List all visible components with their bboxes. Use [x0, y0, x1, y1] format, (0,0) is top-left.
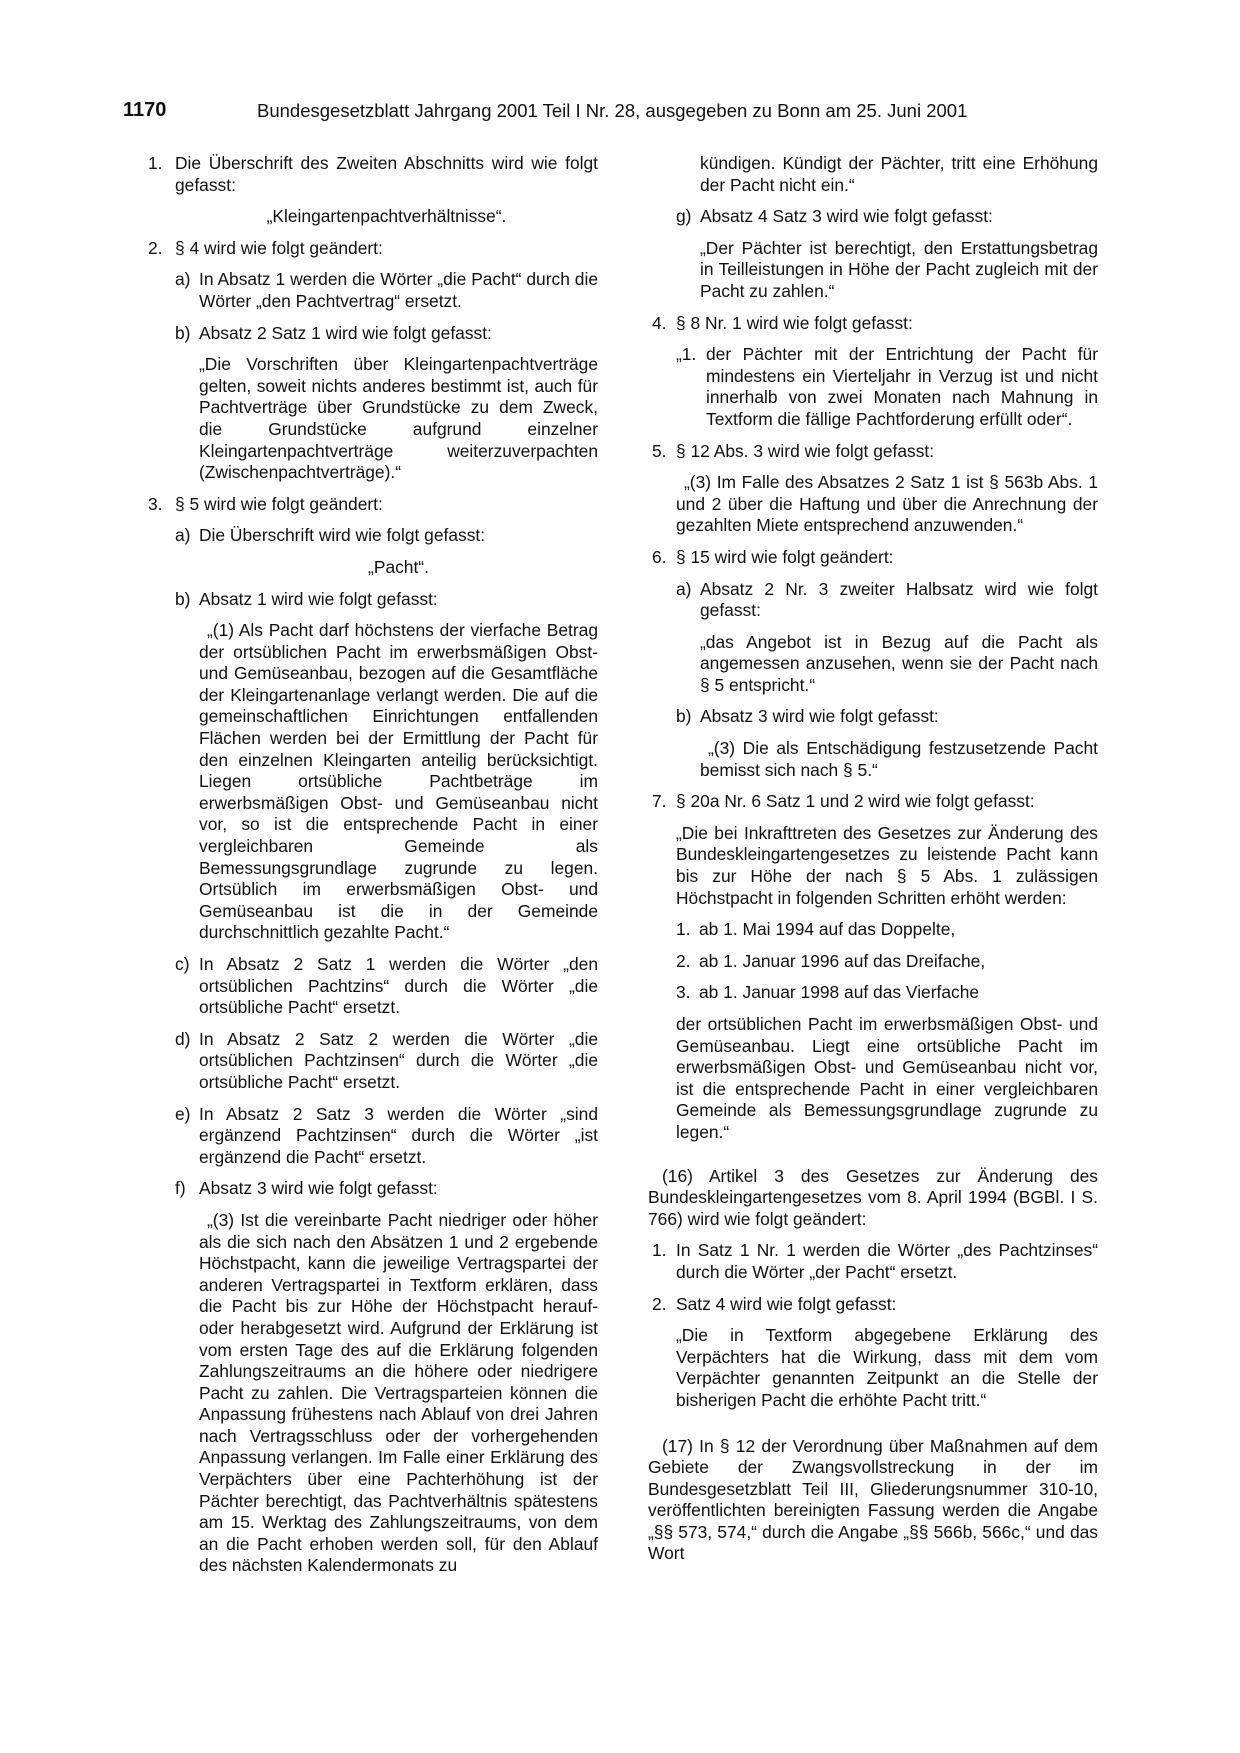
item-label: 5. — [652, 440, 667, 461]
item-text: In Satz 1 Nr. 1 werden die Wörter „des Pachtzinses“ durch die Wörter „der Pacht“ ersetzt. — [676, 1240, 1098, 1282]
item-label: 4. — [652, 312, 667, 333]
item-label: a) — [175, 525, 191, 546]
list-item-2b — [148, 323, 598, 345]
list-item-3 — [148, 494, 598, 516]
running-header — [123, 99, 1120, 123]
item-text: In Absatz 2 Satz 1 werden die Wörter „den ortsüblichen Pachtzins“ durch die Wörter „die ortsübliche Pacht“ ersetzt. — [199, 954, 598, 1018]
item-text: Absatz 2 Satz 1 wird wie folgt gefasst: — [199, 322, 492, 343]
item-text: § 4 wird wie folgt geändert: — [175, 237, 383, 258]
page-number: 1170 — [123, 99, 167, 121]
list-item-3d — [148, 1029, 598, 1094]
item-label: b) — [175, 588, 191, 609]
list-item-3e — [148, 1104, 598, 1169]
list-item-3a — [148, 525, 598, 547]
item-label: e) — [175, 1103, 191, 1124]
quoted-text: „das Angebot ist in Bezug auf die Pacht als angemessen anzusehen, wenn sie der Pacht nach § 5 entspricht.“ — [700, 631, 1098, 695]
list-item-6 — [648, 547, 1098, 569]
item-label: b) — [175, 322, 191, 343]
item-label: c) — [175, 954, 190, 974]
list-item-6a — [648, 579, 1098, 622]
article-paragraph-17: (17) In § 12 der Verordnung über Maßnahmen auf dem Gebiete der Zwangsvollstreckung in der im Bundesgesetzblatt Teil III, Gliederungsnummer 310-10, veröffentlichten bereinigten Fassung werden die Angabe „§§ 573, 574,“ durch die Angabe „§§ 566b, 566c,“ und das Wort — [648, 1435, 1098, 1564]
item-label: a) — [676, 578, 692, 599]
item-label: 7. — [652, 791, 667, 812]
item-text: Absatz 3 wird wie folgt gefasst: — [199, 1178, 438, 1199]
step-text: ab 1. Januar 1996 auf das Dreifache, — [699, 950, 986, 971]
item-text: § 12 Abs. 3 wird wie folgt gefasst: — [676, 440, 935, 461]
quoted-heading: „Pacht“. — [368, 556, 429, 577]
item-label: 3. — [148, 493, 163, 514]
item-text: § 15 wird wie folgt geändert: — [676, 546, 894, 567]
quoted-text: „(3) Die als Entschädigung festzusetzende Pacht bemisst sich nach § 5.“ — [700, 738, 1098, 780]
list-item-5 — [648, 441, 1098, 463]
item-text: § 5 wird wie folgt geändert: — [175, 493, 383, 514]
item-text: Absatz 2 Nr. 3 zweiter Halbsatz wird wie folgt gefasst: — [700, 578, 1098, 621]
quoted-text: „Die bei Inkrafttreten des Gesetzes zur Änderung des Bundeskleingartengesetzes zu leistende Pacht kann bis zur Höhe der nach § 5 Abs. 1 zulässigen Höchstpacht in folgenden Schritten erhöht werden: — [676, 822, 1098, 908]
right-column — [648, 153, 1098, 1575]
list-item-3b — [148, 589, 598, 611]
quoted-heading: „Kleingartenpachtverhältnisse“. — [266, 206, 507, 227]
list-item-3f — [148, 1178, 598, 1200]
quoted-text: „(3) Ist die vereinbarte Pacht niedriger oder höher als die sich nach den Absätzen 1 und 2 ergebende Höchstpacht, kann die jeweilige Vertragspartei der anderen Vertragspartei in Textform erklären, dass die Pacht bis zur Höhe der Höchstpacht herauf- oder herabgesetzt wird. Aufgrund der Erklärung ist vom ersten Tage des auf die Erklärung folgenden Zahlungszeitraums an die höhere oder niedrigere Pacht zu zahlen. Die Vertragsparteien können die Anpassung frühestens nach Ablauf von drei Jahren nach Vertragsschluss oder der vorhergehenden Anpassung verlangen. Im Falle einer Erklärung des Verpächters über eine Pachterhöhung ist der Pächter berechtigt, das Pachtverhältnis spätestens am 15. Werktag des Zahlungszeitraums, von dem an die Pacht erhoben werden soll, für den Ablauf des nächsten Kalendermonats zu — [199, 1209, 598, 1576]
list-item-6b — [648, 706, 1098, 728]
item-text: In Absatz 2 Satz 2 werden die Wörter „die ortsüblichen Pachtzinsen“ durch die Wörter „die ortsübliche Pacht“ ersetzt. — [199, 1028, 598, 1092]
item-label: g) — [676, 206, 692, 227]
item-label: d) — [175, 1028, 191, 1049]
item-text: In Absatz 2 Satz 3 werden die Wörter „sind ergänzend Pachtzinsen“ durch die Wörter „ist ergänzend die Pacht“ ersetzt. — [199, 1103, 598, 1167]
step-text: ab 1. Januar 1998 auf das Vierfache — [699, 982, 980, 1003]
quoted-text: „Die in Textform abgegebene Erklärung des Verpächters hat die Wirkung, dass mit dem vom Verpächter genannten Zeitpunkt an die Stelle der bisherigen Pacht die erhöhte Pacht tritt.“ — [676, 1325, 1098, 1410]
quoted-numbered-text — [676, 344, 1098, 430]
item-text: § 8 Nr. 1 wird wie folgt gefasst: — [676, 312, 913, 333]
step-label: 1. — [676, 919, 691, 940]
quoted-text-tail: der ortsüblichen Pacht im erwerbsmäßigen Obst- und Gemüseanbau. Liegt eine ortsübliche Pacht im erwerbsmäßigen Obst- und Gemüseanbau nicht vor, ist die entsprechende Pacht in einer vergleichbaren Gemeinde als Bemessungsgrundlage zugrunde zu legen.“ — [676, 1014, 1098, 1142]
list-item-2a — [148, 269, 598, 312]
list-item-1 — [148, 153, 598, 196]
item-text: Die Überschrift wird wie folgt gefasst: — [199, 525, 486, 546]
step-3 — [676, 982, 1098, 1004]
left-column — [148, 153, 598, 1577]
article-paragraph-16: (16) Artikel 3 des Gesetzes zur Änderung des Bundeskleingartengesetzes vom 8. April 1994 (BGBl. I S. 766) wird wie folgt geändert: — [648, 1165, 1098, 1229]
list-item-3g — [648, 206, 1098, 228]
item-text: Absatz 1 wird wie folgt gefasst: — [199, 588, 438, 609]
item-label: f) — [175, 1178, 186, 1199]
list-item-2 — [148, 238, 598, 260]
list-item-3c — [148, 954, 598, 1019]
item-label: b) — [676, 706, 692, 727]
quote-label: „1. — [676, 344, 697, 365]
item-text: Satz 4 wird wie folgt gefasst: — [676, 1293, 897, 1314]
step-label: 3. — [676, 982, 691, 1003]
step-1 — [676, 919, 1098, 941]
list-item-4 — [648, 313, 1098, 335]
item-label: a) — [175, 269, 191, 290]
step-2 — [676, 951, 1098, 973]
item-text: In Absatz 1 werden die Wörter „die Pacht“ durch die Wörter „den Pachtvertrag“ ersetzt. — [199, 269, 598, 311]
gazette-title: Bundesgesetzblatt Jahrgang 2001 Teil I Nr. 28, ausgegeben zu Bonn am 25. Juni 2001 — [257, 100, 968, 121]
quoted-text: „(1) Als Pacht darf höchstens der vierfache Betrag der ortsüblichen Pacht im erwerbsmäßigen Obst- und Gemüseanbau, bezogen auf die Gesamtfläche der Kleingartenanlage verlangt werden. Die auf die gemeinschaftlichen Einrichtungen entfallenden Flächen werden bei der Ermittlung der Pacht für den einzelnen Kleingarten anteilig berücksichtigt. Liegen ortsübliche Pachtbeträge im erwerbsmäßigen Obst- und Gemüseanbau nicht vor, so ist die entsprechende Pacht in einer vergleichbaren Gemeinde als Bemessungsgrundlage zugrunde zu legen. Ortsüblich im erwerbsmäßigen Obst- und Gemüseanbau ist die in der Gemeinde durchschnittlich gezahlte Pacht.“ — [199, 620, 598, 943]
item-text: Die Überschrift des Zweiten Abschnitts wird wie folgt gefasst: — [175, 153, 598, 195]
item-label: 1. — [652, 1240, 667, 1261]
step-label: 2. — [676, 950, 691, 971]
item-label: 2. — [148, 237, 163, 258]
item-label: 1. — [148, 153, 163, 173]
quoted-text: „Der Pächter ist berechtigt, den Erstattungsbetrag in Teilleistungen in Höhe der Pacht zugleich mit der Pacht zu zahlen.“ — [700, 237, 1098, 301]
list-item-16-1 — [648, 1240, 1098, 1283]
quote-text: der Pächter mit der Entrichtung der Pacht für mindestens ein Vierteljahr in Verzug ist und nicht innerhalb von zwei Monaten nach Mahnung in Textform die fällige Pachtforderung erfüllt oder“. — [706, 344, 1098, 429]
item-text: Absatz 3 wird wie folgt gefasst: — [700, 706, 939, 727]
quoted-text-continued: kündigen. Kündigt der Pächter, tritt eine Erhöhung der Pacht nicht ein.“ — [700, 153, 1098, 195]
item-text: § 20a Nr. 6 Satz 1 und 2 wird wie folgt gefasst: — [676, 791, 1035, 812]
quoted-text: „Die Vorschriften über Kleingartenpachtverträge gelten, soweit nichts anderes bestimmt ist, auch für Pachtverträge über Grundstücke zu dem Zweck, die Grundstücke aufgrund einzelner Kleingartenpachtverträge weiterzuverpachten (Zwischenpachtverträge).“ — [199, 354, 598, 483]
list-item-16-2 — [648, 1294, 1098, 1316]
list-item-7 — [648, 791, 1098, 813]
item-label: 6. — [652, 546, 667, 567]
step-text: ab 1. Mai 1994 auf das Doppelte, — [699, 919, 956, 940]
item-label: 2. — [652, 1293, 667, 1314]
item-text: Absatz 4 Satz 3 wird wie folgt gefasst: — [700, 206, 993, 227]
quoted-text: „(3) Im Falle des Absatzes 2 Satz 1 ist § 563b Abs. 1 und 2 über die Haftung und über die Anrechnung der gezahlten Miete entsprechend anzuwenden.“ — [676, 472, 1098, 536]
